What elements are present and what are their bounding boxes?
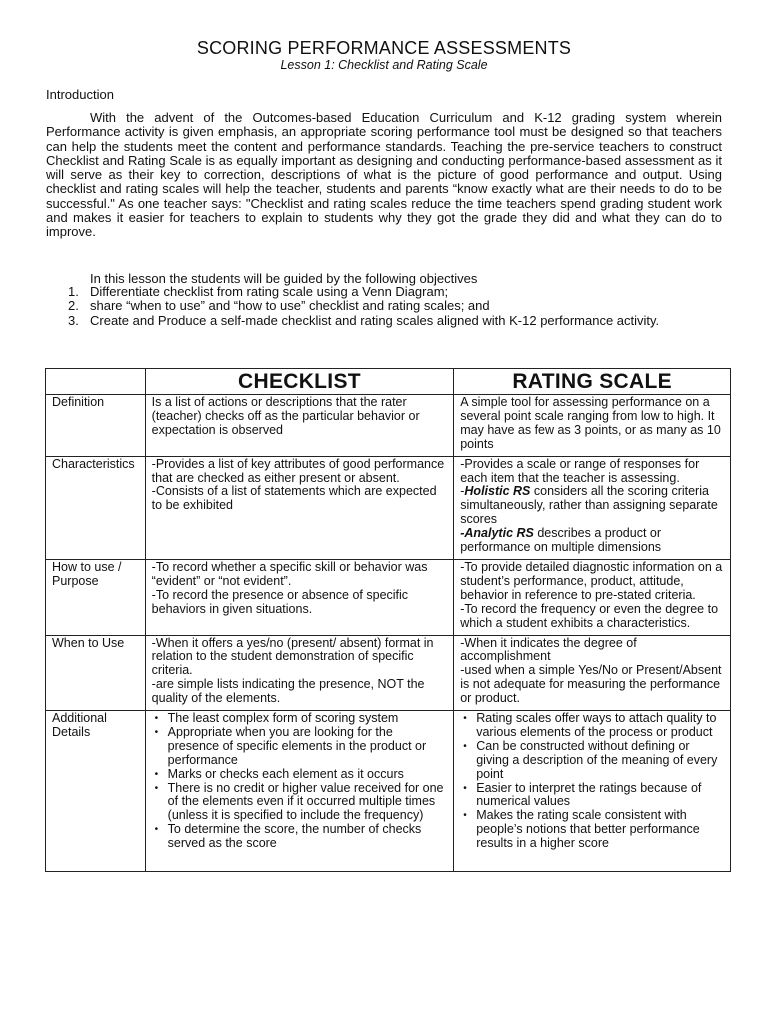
checklist-bullets — [152, 712, 448, 851]
table-row-definition — [46, 395, 731, 457]
holistic-term: Holistic RS — [464, 484, 531, 499]
objective-text: Differentiate checklist from rating scale using a Venn Diagram; — [90, 284, 449, 299]
cell-line: -To record the presence or absence of specific behaviors in given situations. — [151, 587, 409, 616]
holistic-text: considers all the scoring criteria simultaneously, rather than assigning separate scores — [460, 484, 718, 527]
analytic-text: describes a product or performance on multiple dimensions — [460, 526, 662, 555]
rating-scale-definition: A simple tool for assessing performance on a several point scale ranging from low to high. It may have as few as 3 points, or as many as 10 points — [454, 395, 731, 457]
row-label: Additional Details — [46, 711, 146, 872]
header-rating-scale: RATING SCALE — [454, 369, 731, 395]
objective-number: 2. — [68, 298, 79, 314]
cell-line: -To provide detailed diagnostic information on a student’s performance, product, attitude, behavior in reference to pre-stated criteria. — [460, 559, 723, 602]
objectives-list — [68, 285, 728, 328]
bullet-item: • Easier to interpret the ratings because of numerical values — [460, 782, 724, 810]
objective-item — [68, 299, 728, 313]
cell-line: -Consists of a list of statements which are expected to be exhibited — [151, 484, 437, 513]
table-row-characteristics — [46, 456, 731, 559]
cell-line: -Provides a list of key attributes of good performance that are checked as either present or absent. — [151, 456, 445, 485]
header-blank-cell — [46, 369, 146, 395]
holistic-dash: - — [460, 484, 465, 499]
checklist-additional-details — [145, 711, 454, 872]
bullet-item: • Makes the rating scale consistent with people’s notions that better performance results in a higher score — [460, 809, 724, 851]
cell-line: -To record whether a specific skill or behavior was “evident” or “not evident”. — [151, 559, 428, 588]
bullet-item: • Appropriate when you are looking for the presence of specific elements in the product or performance — [152, 726, 448, 768]
table-row-how-to-use — [46, 559, 731, 635]
checklist-how-to-use — [145, 559, 454, 635]
cell-line: -are simple lists indicating the presence, NOT the quality of the elements. — [151, 677, 425, 706]
checklist-characteristics — [145, 456, 454, 559]
cell-line: -When it offers a yes/no (present/ absent) format in relation to the student demonstration of specific criteria. — [151, 635, 434, 678]
objective-number: 3. — [68, 312, 79, 328]
cell-line: -Provides a scale or range of responses for each item that the teacher is assessing. — [460, 456, 700, 485]
row-label: Characteristics — [46, 456, 146, 559]
checklist-definition: Is a list of actions or descriptions that the rater (teacher) checks off as the particular behavior or expectation is observed — [145, 395, 454, 457]
analytic-term: -Analytic RS — [460, 526, 534, 541]
rating-scale-characteristics — [454, 456, 731, 559]
holistic-line — [460, 485, 724, 527]
rating-scale-bullets — [460, 712, 724, 851]
row-label: Definition — [46, 395, 146, 457]
bullet-item: • Can be constructed without defining or giving a description of the meaning of every point — [460, 740, 724, 782]
comparison-table — [45, 368, 731, 872]
checklist-when-to-use — [145, 635, 454, 711]
table-row-when-to-use — [46, 635, 731, 711]
objectives-lead: In this lesson the students will be guided by the following objectives — [90, 271, 478, 286]
table-row-additional-details — [46, 711, 731, 872]
header-checklist: CHECKLIST — [145, 369, 454, 395]
bullet-item: • Rating scales offer ways to attach quality to various elements of the process or product — [460, 712, 724, 740]
cell-line: -used when a simple Yes/No or Present/Absent is not adequate for measuring the performance or product. — [460, 663, 722, 706]
objective-number: 1. — [68, 284, 79, 299]
row-label: When to Use — [46, 635, 146, 711]
objective-text: Create and Produce a self-made checklist and rating scales aligned with K-12 performance activity. — [90, 312, 660, 328]
cell-line: -When it indicates the degree of accomplishment — [460, 635, 637, 664]
row-label: How to use / Purpose — [46, 559, 146, 635]
introduction-heading: Introduction — [46, 87, 114, 102]
rating-scale-when-to-use — [454, 635, 731, 711]
introduction-paragraph: With the advent of the Outcomes-based Education Curriculum and K-12 grading system wherein Performance activity is given emphasis, an appropriate scoring performance tool must be designed so that teachers can help the students meet the content and performance standards. Teaching the pre-service teachers to construct Checklist and Rating Scale is as equally important as designing and conducting performance-based assessment as it will serve as their key to correction, descriptions of what is the picture of good performance and output. Using checklist and rating scales will help the teacher, students and parents “know exactly what are their needs to do to be successful." As one teacher says: "Checklist and rating scales reduce the time teachers spend grading student work and makes it easier for teachers to explain to students why they got the grade they did and what they can do to improve. — [46, 110, 722, 240]
bullet-item: • Marks or checks each element as it occurs — [152, 768, 448, 782]
objective-item — [68, 285, 728, 299]
bullet-item: • To determine the score, the number of checks served as the score — [152, 823, 448, 851]
lesson-subtitle: Lesson 1: Checklist and Rating Scale — [280, 58, 488, 72]
objective-text: share “when to use” and “how to use” checklist and rating scales; and — [90, 298, 490, 314]
bullet-item: • The least complex form of scoring system — [152, 712, 448, 726]
bullet-item: • There is no credit or higher value received for one of the elements even if it occurred multiple times (unless it is specified to include the frequency) — [152, 782, 448, 824]
rating-scale-how-to-use — [454, 559, 731, 635]
analytic-line — [460, 527, 724, 555]
rating-scale-additional-details — [454, 711, 731, 872]
document-title: SCORING PERFORMANCE ASSESSMENTS — [196, 38, 572, 58]
objective-item — [68, 314, 728, 328]
table-header-row — [46, 369, 731, 395]
cell-line: -To record the frequency or even the degree to which a student exhibits a characteristics. — [460, 601, 719, 630]
